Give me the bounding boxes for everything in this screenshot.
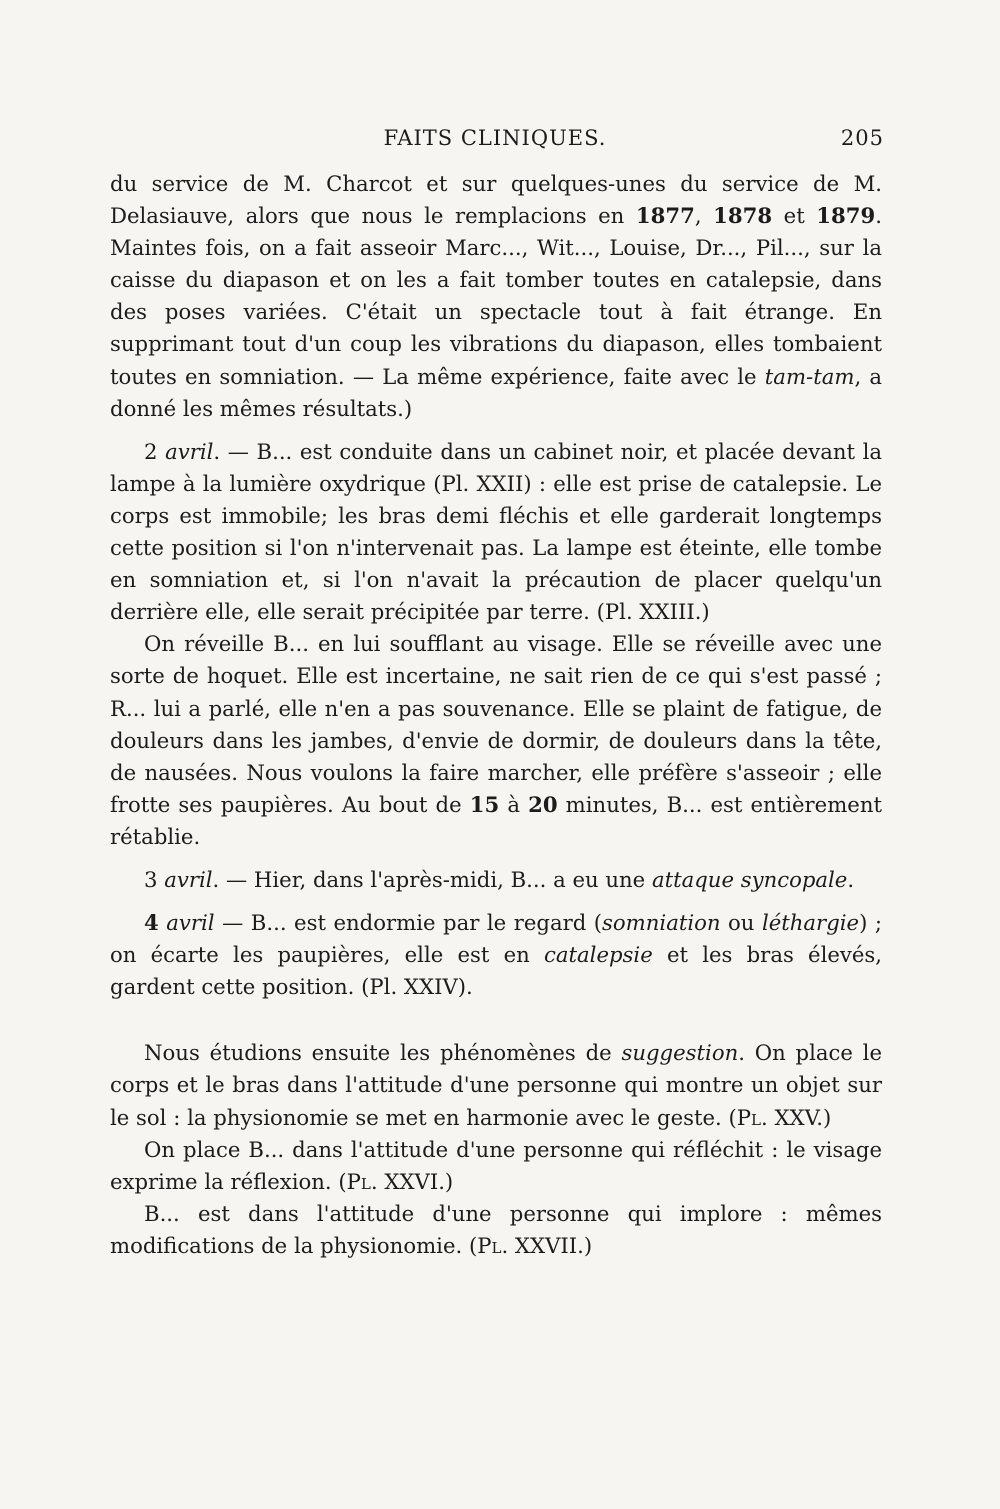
text-run: 4 <box>144 910 159 936</box>
text-run: , <box>694 203 714 229</box>
paragraph-2-avril <box>110 436 882 629</box>
text-run: . <box>847 866 855 892</box>
running-title: FAITS CLINIQUES. <box>383 126 607 150</box>
paragraph-implore <box>110 1198 882 1262</box>
text-run: Pl <box>346 1168 371 1194</box>
text-run: 20 <box>528 791 558 817</box>
text-run: . XXVII.) <box>501 1232 593 1258</box>
text-run: Pl <box>477 1232 502 1258</box>
page-header <box>110 126 884 156</box>
text-run: attaque syncopale <box>651 866 848 892</box>
paragraph-reveil <box>110 628 882 853</box>
text-run: . XXV.) <box>761 1104 832 1130</box>
body-text <box>110 168 882 1262</box>
text-run: , a donné les mêmes résultats.) <box>110 363 883 421</box>
text-run: 1877 <box>635 203 695 229</box>
text-run: Nous étudions ensuite les phénomènes de <box>144 1040 622 1066</box>
text-run: avril <box>164 866 213 892</box>
text-run: 3 <box>144 866 165 892</box>
text-run: léthargie <box>761 910 860 936</box>
text-run: . XXVI.) <box>370 1168 454 1194</box>
text-run: somniation <box>602 910 721 936</box>
text-run: 2 <box>144 438 166 464</box>
text-run: minutes, B... est entièrement rétablie. <box>110 791 882 849</box>
paragraph-4-avril <box>110 907 882 1003</box>
text-run: . — B... est conduite dans un cabinet noir, et placée devant la lampe à la lumière oxydrique (Pl. XXII) : elle est prise de catalepsie. Le corps est immobile; les bras demi fléchis et elle garderait longtemps cette position si l'on n'intervenait pas. La lampe est éteinte, elle tombe en somniation et, si l'on n'avait la précaution de placer quelqu'un derrière elle, elle serait précipitée par terre. (Pl. XXIII.) <box>110 438 882 625</box>
text-run: On réveille B... en lui soufflant au visage. Elle se réveille avec une sorte de hoquet. Elle est incertaine, ne sait rien de ce qui s'est passé ; R... lui a parlé, elle n'en a pas souvenance. Elle se plaint de fatigue, de douleurs dans les jambes, d'envie de dormir, de douleurs dans la tête, de nausées. Nous voulons la faire marcher, elle préfère s'asseoir ; elle frotte ses paupières. Au bout de <box>110 631 882 817</box>
text-run: Pl <box>736 1104 761 1130</box>
text-run: . On place le corps et le bras dans l'attitude d'une personne qui montre un objet sur le sol : la physionomie se met en harmonie avec le geste. ( <box>110 1040 882 1130</box>
paragraph-continuation <box>110 168 882 425</box>
text-run: ) ; on écarte les paupières, elle est en <box>110 910 882 968</box>
text-run: et les bras élevés, gardent cette position. (Pl. XXIV). <box>110 942 883 1000</box>
paragraph-suggestion <box>110 1037 882 1133</box>
paragraph-reflexion <box>110 1134 882 1198</box>
text-run: 1878 <box>713 203 773 229</box>
text-run: — B... est endormie par le regard ( <box>214 910 603 936</box>
text-run: B... est dans l'attitude d'une personne qui implore : mêmes modifications de la physionomie. ( <box>110 1200 882 1258</box>
text-run: tam-tam <box>764 363 855 389</box>
text-run: du service de M. Charcot et sur quelques-unes du service de M. Delasiauve, alors que nous le remplacions en <box>110 171 882 229</box>
text-run: . — Hier, dans l'après-midi, B... a eu une <box>212 866 652 892</box>
text-run: On place B... dans l'attitude d'une personne qui réfléchit : le visage exprime la réflexion. ( <box>110 1136 882 1194</box>
text-run: avril <box>166 910 215 936</box>
page-number: 205 <box>840 126 884 150</box>
paragraph-3-avril <box>110 864 882 896</box>
text-run: suggestion <box>621 1040 739 1066</box>
text-run: . Maintes fois, on a fait asseoir Marc..., Wit..., Louise, Dr..., Pil..., sur la caisse du diapason et on les a fait tomber toutes en catalepsie, dans des poses variées. C'était un spectacle tout à fait étrange. En supprimant tout d'un coup les vibrations du diapason, elles tombaient toutes en somniation. — La même expérience, faite avec le <box>110 203 882 389</box>
text-run: ou <box>720 910 762 936</box>
text-run: à <box>499 791 529 817</box>
text-run: et <box>772 203 817 229</box>
text-run: avril <box>165 438 214 464</box>
text-run: 1879 <box>816 203 876 229</box>
text-run: 15 <box>469 791 500 817</box>
text-run: catalepsie <box>544 942 653 968</box>
